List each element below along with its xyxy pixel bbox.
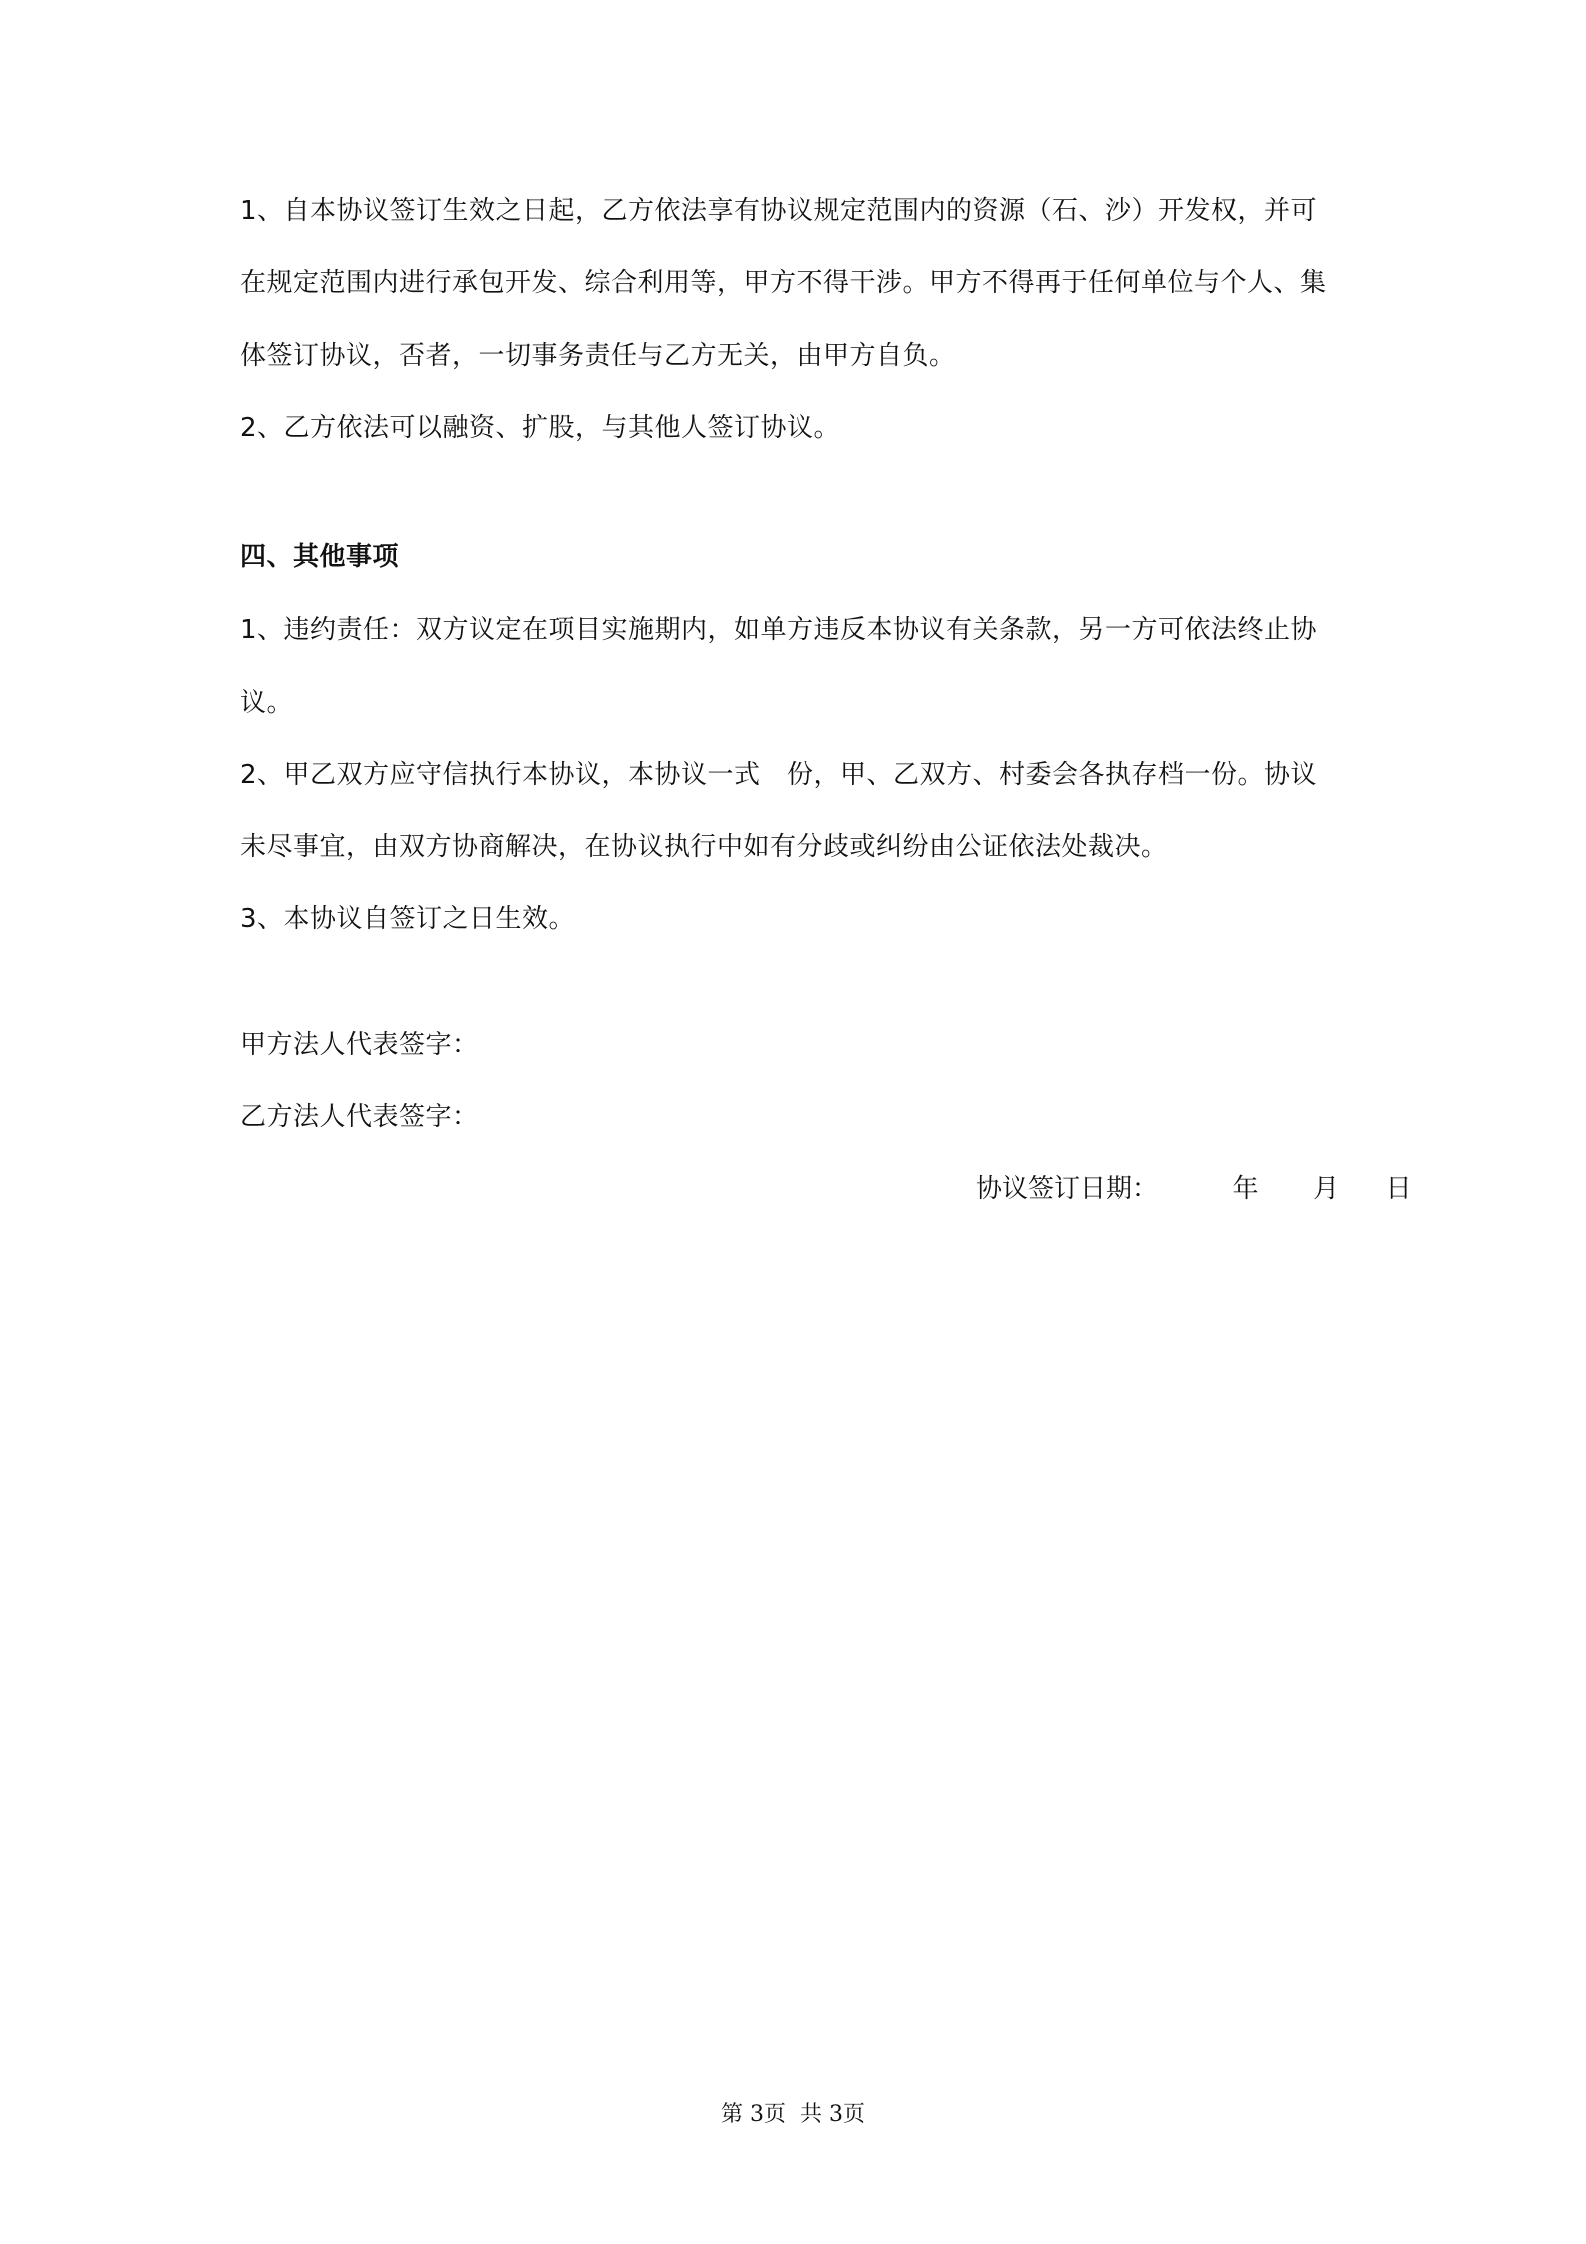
section4-item2-line1: 2、甲乙双方应守信执行本协议，本协议一式 份，甲、乙双方、村委会各执存档一份。协议 xyxy=(240,760,1318,790)
section4-item3: 3、本协议自签订之日生效。 xyxy=(240,904,576,934)
section3-item2: 2、乙方依法可以融资、扩股，与其他人签订协议。 xyxy=(240,413,841,443)
section3-item1-line3: 体签订协议，否者，一切事务责任与乙方无关，由甲方自负。 xyxy=(240,341,956,371)
date-year: 年 xyxy=(1232,1174,1259,1204)
agreement-date-line xyxy=(976,1172,1412,1206)
party-b-signature-label: 乙方法人代表签字： xyxy=(240,1102,479,1132)
party-a-signature-label: 甲方法人代表签字： xyxy=(240,1030,479,1060)
section4-item1-line2: 议。 xyxy=(240,688,294,718)
page-number-footer: 第 3页 共 3页 xyxy=(721,2102,865,2127)
date-month: 月 xyxy=(1313,1174,1340,1204)
date-label: 协议签订日期： xyxy=(976,1174,1159,1204)
section3-item1-line1: 1、自本协议签订生效之日起，乙方依法享有协议规定范围内的资源（石、沙）开发权，并可 xyxy=(240,196,1318,226)
section3-item1-line2: 在规定范围内进行承包开发、综合利用等，甲方不得干涉。甲方不得再于任何单位与个人、集 xyxy=(240,268,1327,298)
section4-item1-line1: 1、违约责任：双方议定在项目实施期内，如单方违反本协议有关条款，另一方可依法终止协 xyxy=(240,615,1318,645)
section4-heading: 四、其他事项 xyxy=(240,542,400,572)
section4-item2-line2: 未尽事宜，由双方协商解决，在协议执行中如有分歧或纠纷由公证依法处裁决。 xyxy=(240,832,1168,862)
date-day: 日 xyxy=(1385,1174,1412,1204)
